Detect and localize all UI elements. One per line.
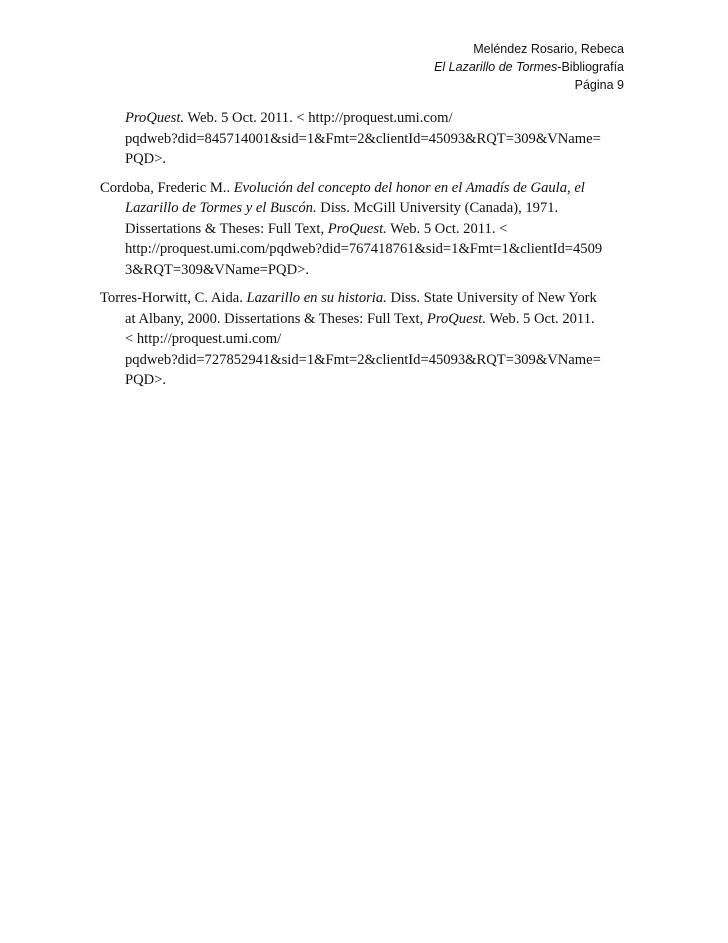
bibliography-entry bbox=[100, 288, 610, 391]
bibliography-entry bbox=[100, 178, 610, 281]
bibliography-entry bbox=[100, 108, 610, 170]
italic-text: ProQuest. bbox=[426, 310, 486, 327]
entry-line bbox=[100, 219, 610, 240]
entry-line bbox=[100, 149, 610, 170]
text-run: Diss. McGill University (Canada), 1971. bbox=[316, 200, 559, 216]
text-run: Web. 5 Oct. 2011. bbox=[485, 310, 595, 327]
page-header bbox=[434, 40, 624, 94]
text-run: Dissertations & Theses: Full Text, bbox=[125, 220, 328, 237]
text-run: 3&RQT=309&VName=PQD>. bbox=[125, 261, 309, 278]
text-run: Web. 5 Oct. 2011. < bbox=[386, 220, 508, 237]
entry-line bbox=[100, 108, 610, 129]
text-run: pqdweb?did=727852941&sid=1&Fmt=2&clientId=45093&RQT=309&VName= bbox=[125, 351, 601, 368]
text-run: Diss. State University of New York bbox=[386, 290, 597, 306]
header-page-number: Página 9 bbox=[574, 78, 624, 92]
italic-text: Lazarillo de Tormes y el Buscón. bbox=[125, 200, 317, 216]
entry-line bbox=[100, 329, 610, 350]
header-author: Meléndez Rosario, Rebeca bbox=[473, 42, 624, 56]
entry-line bbox=[100, 198, 610, 219]
text-run: Cordoba, Frederic M.. bbox=[100, 179, 234, 196]
entry-line bbox=[100, 370, 610, 391]
header-title bbox=[434, 58, 624, 76]
entry-line bbox=[100, 288, 610, 309]
text-run: pqdweb?did=845714001&sid=1&Fmt=2&clientId=45093&RQT=309&VName= bbox=[125, 130, 601, 147]
header-title-italic: El Lazarillo de Tormes bbox=[434, 60, 558, 74]
entry-line bbox=[100, 260, 610, 281]
text-run: Web. 5 Oct. 2011. < http://proquest.umi.com/ bbox=[184, 110, 453, 126]
italic-text: ProQuest. bbox=[125, 110, 185, 126]
text-run: at Albany, 2000. Dissertations & Theses: Full Text, bbox=[125, 310, 427, 327]
italic-text: ProQuest. bbox=[327, 220, 387, 237]
entry-line bbox=[100, 239, 610, 260]
text-run: Torres-Horwitt, C. Aida. bbox=[100, 290, 247, 306]
italic-text: Lazarillo en su historia. bbox=[246, 290, 387, 306]
bibliography-body bbox=[100, 108, 610, 399]
entry-line bbox=[100, 309, 610, 330]
entry-line bbox=[100, 178, 610, 199]
header-title-rest: -Bibliografía bbox=[557, 60, 624, 74]
italic-text: Evolución del concepto del honor en el Amadís de Gaula, el bbox=[233, 179, 585, 196]
entry-line bbox=[100, 129, 610, 150]
entry-line bbox=[100, 350, 610, 371]
text-run: http://proquest.umi.com/pqdweb?did=767418761&sid=1&Fmt=1&clientId=4509 bbox=[125, 241, 603, 257]
text-run: PQD>. bbox=[125, 151, 167, 167]
text-run: < http://proquest.umi.com/ bbox=[125, 331, 282, 347]
text-run: PQD>. bbox=[125, 372, 167, 388]
